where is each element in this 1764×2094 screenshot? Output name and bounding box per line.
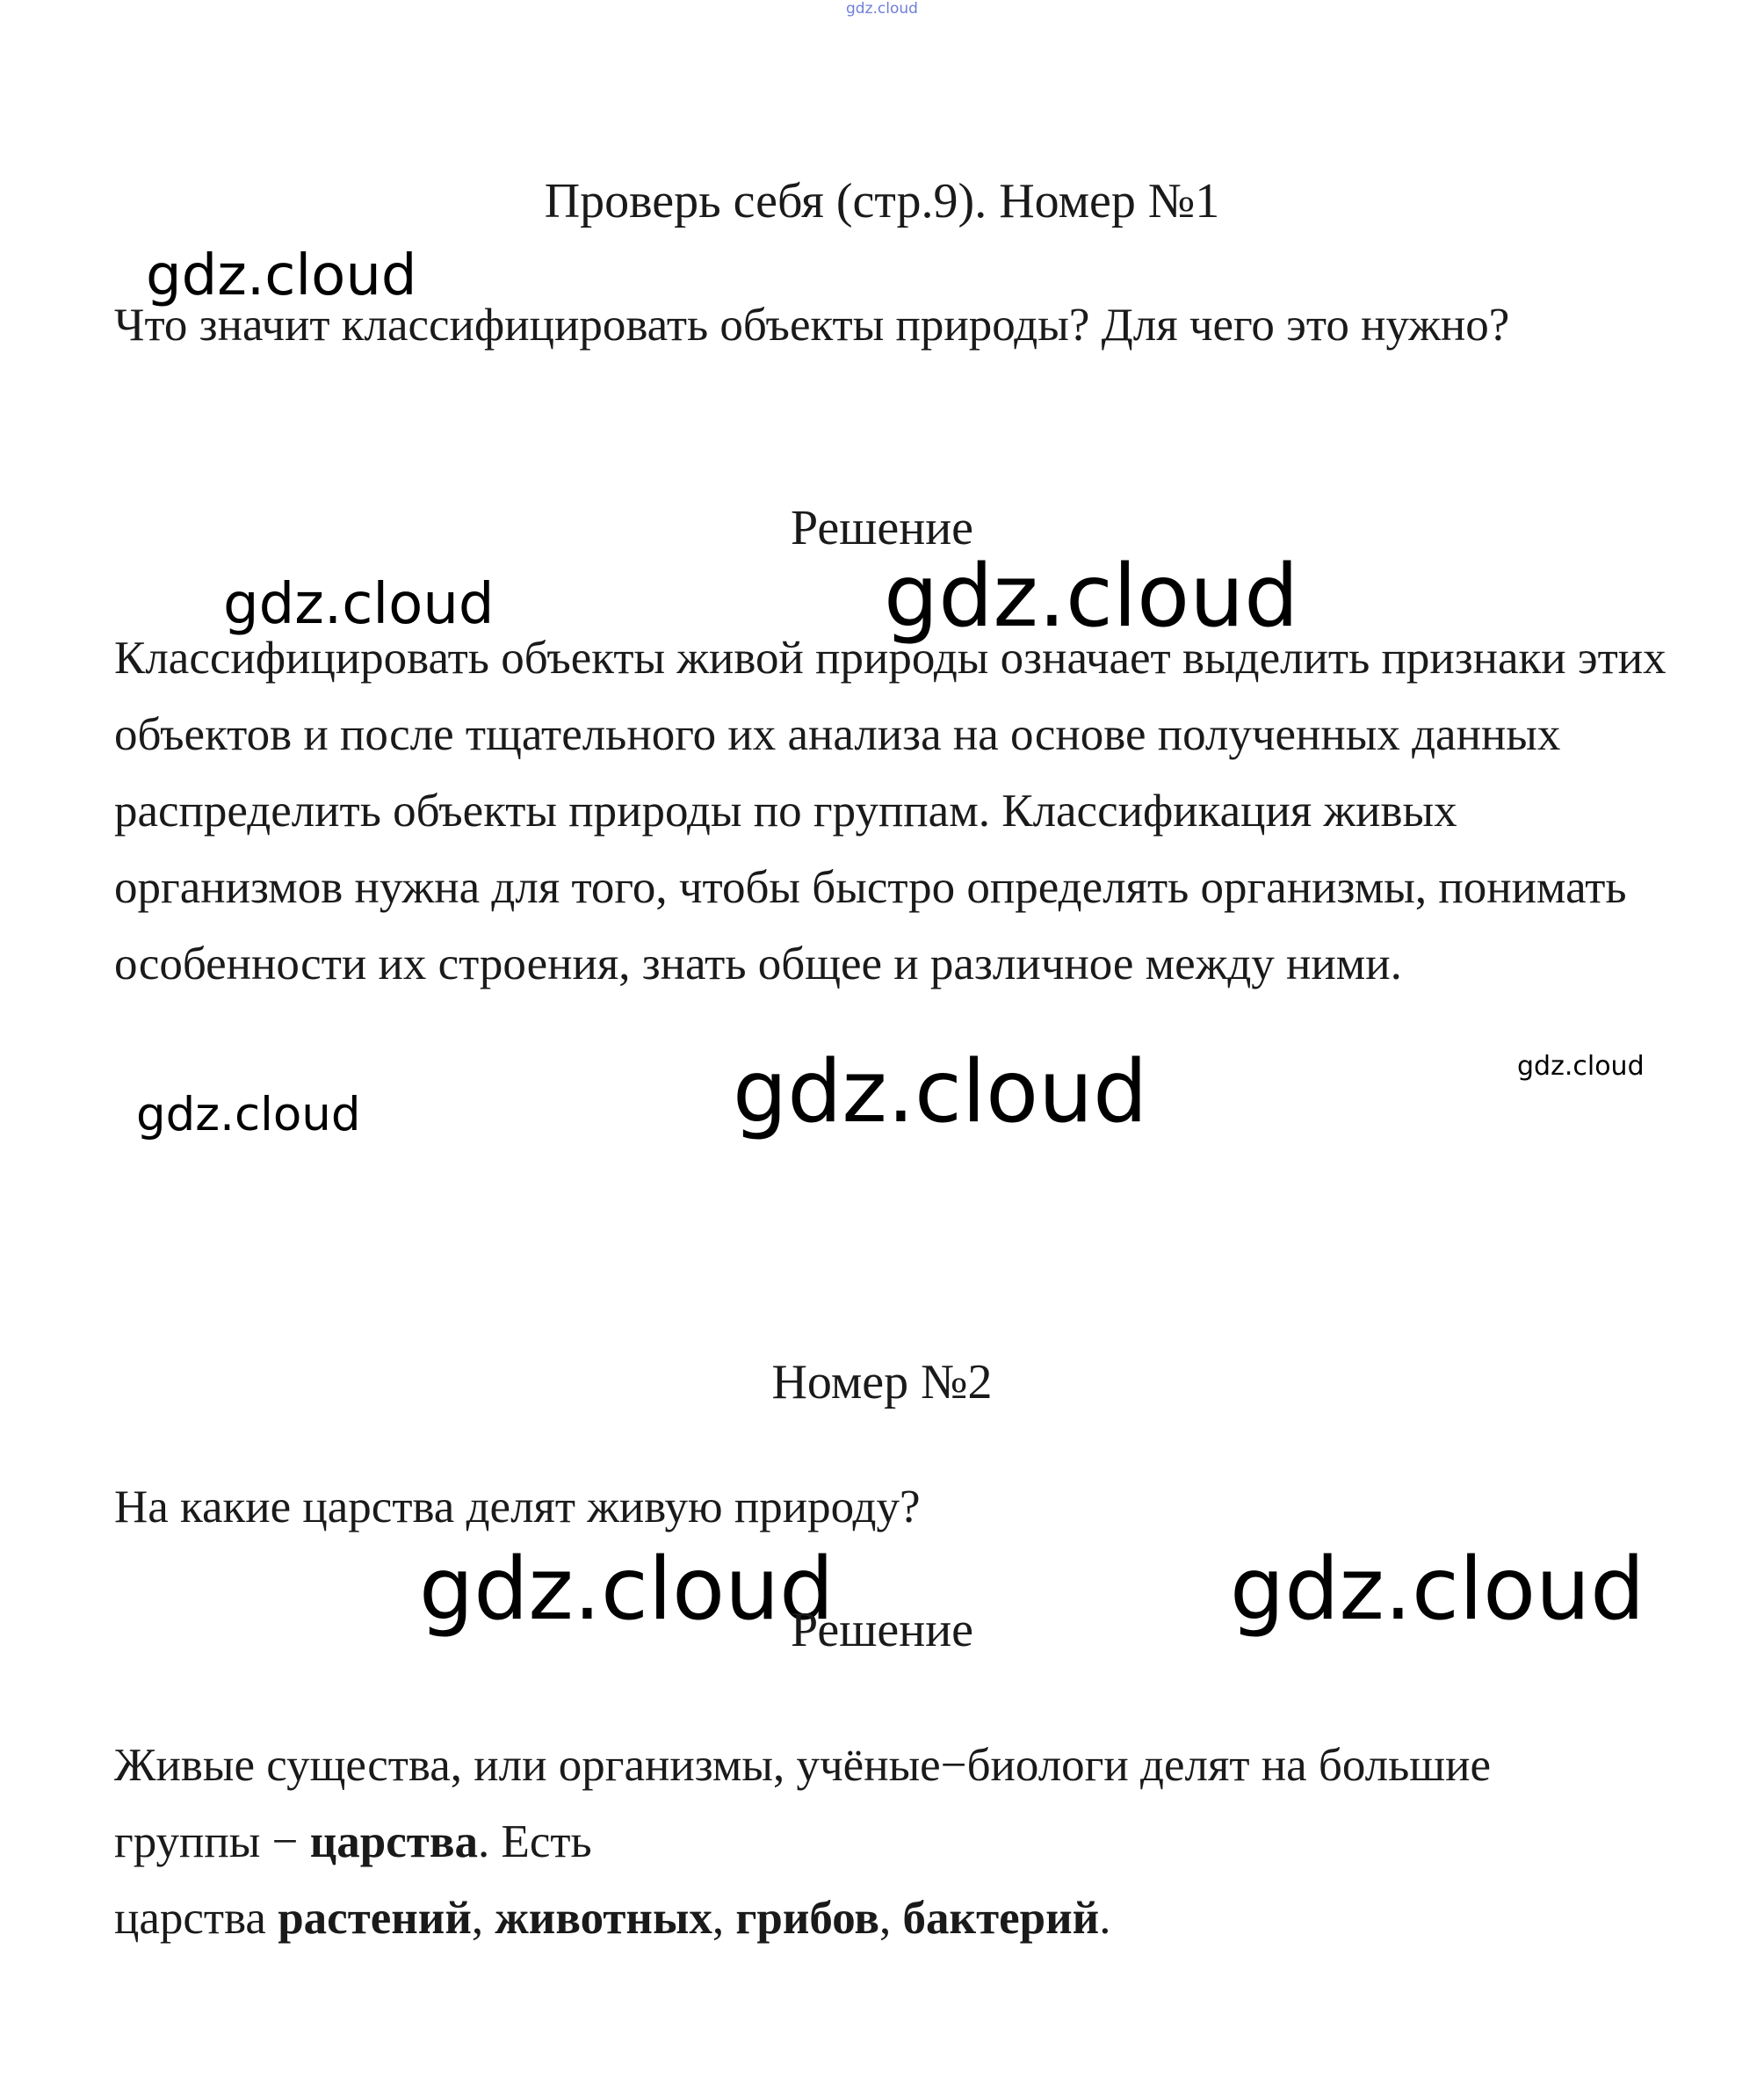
section1-solution-label: Решение xyxy=(790,501,974,555)
text-fragment: царства xyxy=(114,1893,278,1944)
watermark: gdz.cloud xyxy=(223,572,495,637)
section1-answer: Классифицировать объекты живой природы означает выделить признаки этих объектов и после тщательного их анализа на основе полученных данных распределить объекты природы по группам. Классификация живых организмов нужна для того, чтобы быстро определять организмы, понимать особенности их строения, знать общее и различное между ними. xyxy=(114,633,1666,989)
separator: , xyxy=(712,1893,736,1944)
text-fragment: . xyxy=(1099,1893,1111,1944)
section2-answer-line3 xyxy=(114,1880,1695,1957)
text-fragment: группы − xyxy=(114,1816,310,1867)
watermark: gdz.cloud xyxy=(419,1540,835,1640)
section2-solution-label: Решение xyxy=(790,1603,974,1657)
kingdom-fungi: грибов xyxy=(735,1893,880,1944)
section2-answer-line2 xyxy=(114,1804,1695,1880)
kingdom-bacteria: бактерий xyxy=(902,1893,1100,1944)
section2-answer xyxy=(114,1728,1695,1957)
kingdom-animals: животных xyxy=(495,1893,712,1944)
watermark: gdz.cloud xyxy=(1230,1540,1645,1640)
section2-title: Номер №2 xyxy=(771,1355,993,1409)
watermark: gdz.cloud xyxy=(733,1042,1148,1142)
term-kingdoms: царства xyxy=(309,1816,478,1867)
kingdom-plants: растений xyxy=(278,1893,472,1944)
separator: , xyxy=(879,1893,903,1944)
separator: , xyxy=(471,1893,495,1944)
watermark: gdz.cloud xyxy=(1517,1051,1645,1082)
section2-answer-line1: Живые существа, или организмы, учёные−биологи делят на большие xyxy=(114,1740,1491,1791)
watermark-header: gdz.cloud xyxy=(846,0,918,18)
watermark: gdz.cloud xyxy=(146,243,417,308)
section2-question: На какие царства делят живую природу? xyxy=(114,1482,921,1532)
watermark: gdz.cloud xyxy=(136,1088,361,1141)
section1-question: Что значит классифицировать объекты природы? Для чего это нужно? xyxy=(114,300,1510,351)
section1-title: Проверь себя (стр.9). Номер №1 xyxy=(544,174,1220,228)
watermark: gdz.cloud xyxy=(884,547,1299,647)
text-fragment: . Есть xyxy=(477,1816,592,1867)
